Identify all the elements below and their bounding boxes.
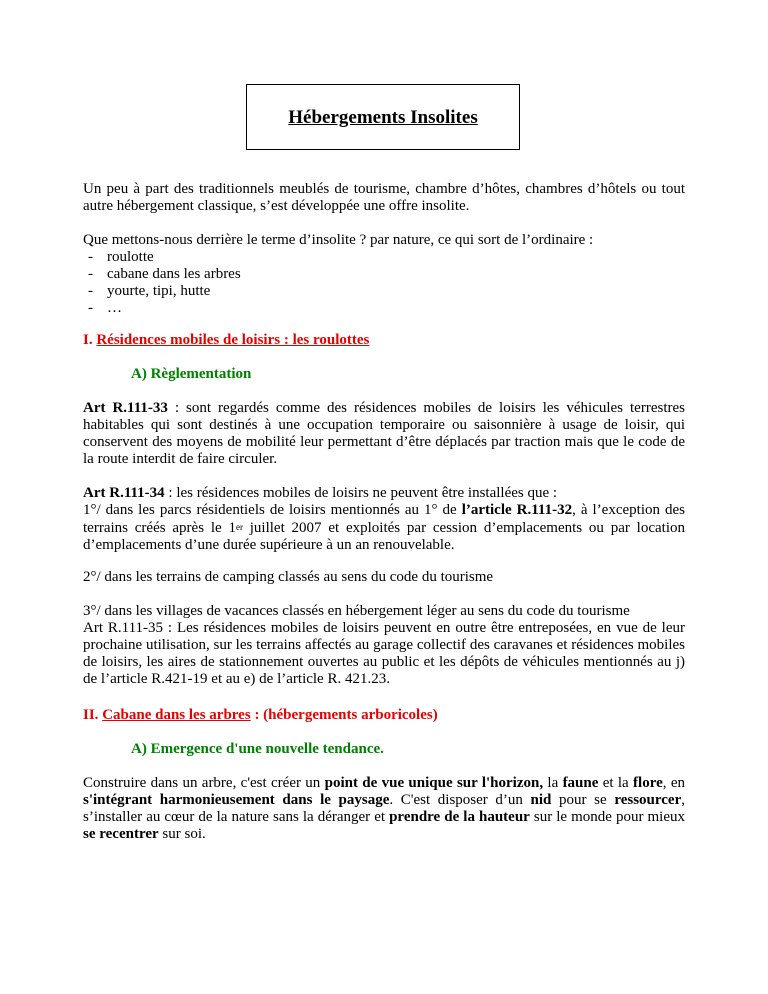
section-1-heading: I. Résidences mobiles de loisirs : les roulottes [83,332,370,348]
article-r111-35: Art R.111-35 : Les résidences mobiles de loisirs peuvent en outre être entreposées, en vue de leur prochaine utilisation, sur les terrains affectés au garage collectif des caravanes et résidences mobiles de loisirs, les aires de stationnement ouvertes au public et les dépôts de véhicules mentionnés au j) de l’article R.421-19 et au e) de l’article R. 421.23. [83,620,685,687]
article-r111-34-point-3: 3°/ dans les villages de vacances classés en hébergement léger au sens du code du tourisme Art R.111-35 : Les résidences mobiles de loisirs peuvent en outre être entreposées, en vue de leur prochaine utilisation, sur les terrains affectés au garage collectif des caravanes et résidences mobiles de loisirs, les aires de stationnement ouvertes au public et les dépôts de véhicules mentionnés au j) de l’article R.421-19 et au e) de l’article R. 421.23. [83,603,685,687]
section-2-heading: II. Cabane dans les arbres : (hébergements arboricoles) [83,707,438,723]
article-r111-34-point-2: 2°/ dans les terrains de camping classés au sens du code du tourisme [83,569,494,585]
section-1-subheading: A) Règlementation [131,366,252,382]
article-r111-34-point-1: 1°/ dans les parcs résidentiels de loisirs mentionnés au 1° de l’article R.111-32, à l’exception des terrains créés après le 1er juillet 2007 et exploités par cession d’emplacements ou par location d’emplacements d’une durée supérieure à un an renouvelable. [83,502,685,553]
article-r111-34: Art R.111-34 : les résidences mobiles de loisirs ne peuvent être installées que : 1°/ dans les parcs résidentiels de loisirs mentionnés au 1° de l’article R.111-32, à l’exception des terrains créés après le 1er juillet 2007 et exploités par cession d’emplacements ou par location d’emplacements d’une durée supérieure à un an renouvelable. [83,485,685,553]
list-item: - yourte, tipi, hutte [88,283,211,299]
intro-paragraph: Un peu à part des traditionnels meublés de tourisme, chambre d’hôtes, chambres d’hôtels ou tout autre hébergement classique, s’est développée une offre insolite. [83,181,685,214]
list-item: - roulotte [88,249,154,265]
insolite-list [83,249,685,317]
article-r111-33: Art R.111-33 : sont regardés comme des résidences mobiles de loisirs les véhicules terrestres habitables qui sont destinés à une occupation temporaire ou saisonnière à usage de loisir, qui conservent des moyens de mobilité leur permettant d’être déplacés par traction mais que le code de la route interdit de faire circuler. [83,400,685,467]
question-block [83,232,685,317]
list-item: - … [88,300,122,316]
question-text: Que mettons-nous derrière le terme d’insolite ? par nature, ce qui sort de l’ordinaire : [83,232,594,248]
document-title: Hébergements Insolites [288,106,478,128]
title-box [246,84,520,150]
cabane-paragraph: Construire dans un arbre, c'est créer un point de vue unique sur l'horizon, la faune et la flore, en s'intégrant harmonieusement dans le paysage. C'est disposer d’un nid pour se ressourcer, s’installer au cœur de la nature sans la déranger et prendre de la hauteur sur le monde pour mieux se recentrer sur soi. [83,775,686,842]
section-2-subheading: A) Emergence d'une nouvelle tendance. [131,741,384,757]
list-item: - cabane dans les arbres [88,266,241,282]
